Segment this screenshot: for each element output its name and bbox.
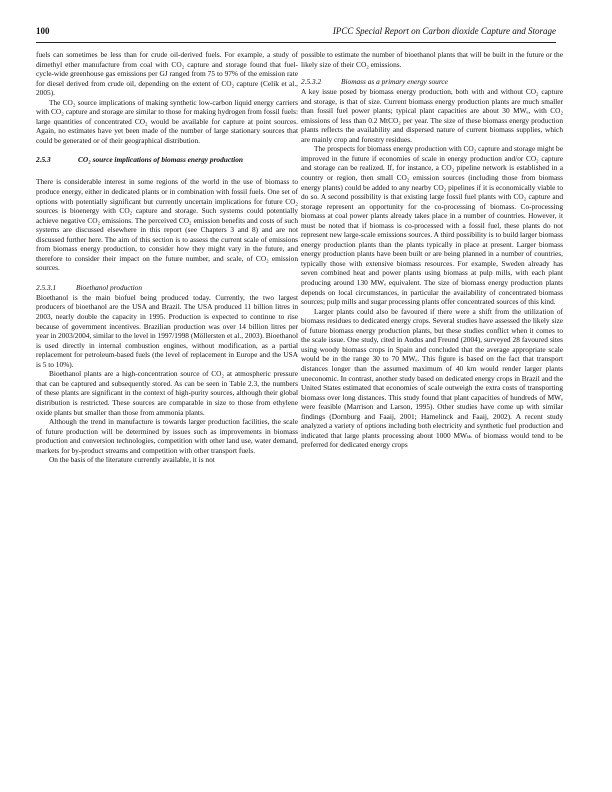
running-title: IPCC Special Report on Carbon dioxide Capture and Storage <box>332 26 556 36</box>
paragraph: fuels can sometimes be less than for crude oil-derived fuels. For example, a study of dimethyl ether manufacture from coal with CO₂ capture and storage found that fuel-cycle-wide greenhouse gas emissions per GJ ranged from 75 to 97% of the emission rate for diesel derived from crude oil, depending on the extent of CO₂ capture (Celik et al., 2005). <box>36 50 298 98</box>
section-number: 2.5.3 <box>36 155 51 165</box>
header-rule <box>36 42 556 43</box>
paragraph: The prospects for biomass energy production with CO₂ capture and storage might be improved in the future if economies of scale in energy production and/or CO₂ capture and storage can be realized. If, for instance, a CO₂ pipeline network is established in a country or region, then small CO₂ emission sources (including those from biomass energy plants) could be added to any nearby CO₂ pipelines if it is economically viable to do so. A second possibility is that existing large fossil fuel plants with CO₂ capture and storage represent an opportunity for the co-processing of biomass. Co-processing biomass at coal power plants already takes place in a number of countries. However, it must be noted that if biomass is co-processed with a fossil fuel, these plants do not represent new large-scale emissions sources. A third possibility is to build larger biomass energy production plants than the plants typically in place at present. Larger biomass energy production plants have been built or are being planned in a number of countries, typically those with extensive biomass resources. For example, Sweden already has seven combined heat and power plants using biomass at pulp mills, with each plant producing around 130 MWₑ equivalent. The size of biomass energy production plants depends on local circumstances, in particular the availability of concentrated biomass sources; pulp mills and sugar processing plants offer concentrated sources of this kind. <box>301 144 563 307</box>
subsection-title: Bioethanol production <box>76 282 143 292</box>
subsection-heading <box>36 283 298 293</box>
paragraph: There is considerable interest in some regions of the world in the use of biomass to produce energy, either in dedicated plants or in combination with fossil fuels. One set of options with potentially significant but currently uncertain implications for future CO₂ sources is bioenergy with CO₂ capture and storage. Such systems could potentially achieve negative CO₂ emissions. The perceived CO₂ emission benefits and costs of such systems are discussed elsewhere in this report (see Chapters 3 and 8) and are not discussed further here. The aim of this section is to assess the current scale of emissions from biomass energy production, to consider how they might vary in the future, and therefore to consider their impact on the future number, and scale, of CO₂ emission sources. <box>36 177 298 273</box>
paragraph: The CO₂ source implications of making synthetic low-carbon liquid energy carriers with CO₂ capture and storage are similar to those for making hydrogen from fossil fuels: large quantities of concentrated CO₂ would be available for capture at point sources. Again, no estimates have yet been made of the number of large stationary sources that could be generated or of their geographical distribution. <box>36 97 298 145</box>
section-heading <box>36 155 298 165</box>
paragraph: A key issue posed by biomass energy production, both with and without CO₂ capture and storage, is that of size. Current biomass energy production plants are much smaller than fossil fuel power plants; typical plant capacities are about 30 MWₑ, with CO₂ emissions of less than 0.2 MtCO₂ per year. The size of these biomass energy production plants reflects the availability and dispersed nature of current biomass supplies, which are mainly crop and forestry residues. <box>301 87 563 144</box>
subsection-number: 2.5.3.2 <box>301 77 322 87</box>
subsection-heading <box>301 77 563 87</box>
paragraph: Bioethanol plants are a high-concentration source of CO₂ at atmospheric pressure that can be captured and subsequently stored. As can be seen in Table 2.3, the numbers of these plants are significant in the context of high-purity sources, although their global distribution is restricted. These sources are comparable in size to those from ethylene oxide plants but smaller than those from ammonia plants. <box>36 369 298 417</box>
paragraph: Bioethanol is the main biofuel being produced today. Currently, the two largest producers of bioethanol are the USA and Brazil. The USA produced 11 billion litres in 2003, nearly double the capacity in 1995. Production is expected to continue to rise because of government incentives. Brazilian production was over 14 billion litres per year in 2003/2004, similar to the level in 1997/1998 (Möllersten et al., 2003). Bioethanol is used directly in internal combustion engines, without modification, as a partial replacement for petroleum-based fuels (the level of replacement in Europe and the USA is 5 to 10%). <box>36 292 298 369</box>
paragraph: Larger plants could also be favoured if there were a shift from the utilization of biomass residues to dedicated energy crops. Several studies have assessed the likely size of future biomass energy production plants, but these studies conflict when it comes to the scale issue. One study, cited in Audus and Freund (2004), surveyed 28 favoured sites using woody biomass crops in Spain and concluded that the average appropriate scale would be in the range 30 to 70 MWₑ. This figure is based on the fact that transport distances longer than the assumed maximum of 40 km would render larger plants uneconomic. In contrast, another study based on dedicated energy crops in Brazil and the United States estimated that economies of scale outweigh the extra costs of transporting biomass over long distances. This study found that plant capacities of hundreds of MWₑ were feasible (Marrison and Larson, 1995). Other studies have come up with similar findings (Dornburg and Faaij, 2001; Hamelinck and Faaij, 2002). A recent study analyzed a variety of options including both electricity and synthetic fuel production and indicated that large plants processing about 1000 MWₜₕ of biomass would tend to be preferred for dedicated energy crops <box>301 306 563 450</box>
left-column <box>36 50 298 465</box>
section-title: CO₂ source implications of biomass energy production <box>78 155 243 165</box>
subsection-title: Biomass as a primary energy source <box>341 77 448 87</box>
page-number: 100 <box>36 26 50 36</box>
subsection-number: 2.5.3.1 <box>36 282 57 292</box>
paragraph: Although the trend in manufacture is towards larger production facilities, the scale of future production will be determined by issues such as improvements in biomass production and conversion technologies, competition with other land use, water demand, markets for by-product streams and competition with other transport fuels. <box>36 417 298 455</box>
paragraph: possible to estimate the number of bioethanol plants that will be built in the future or the likely size of their CO₂ emissions. <box>301 50 563 69</box>
paragraph: On the basis of the literature currently available, it is not <box>49 455 215 465</box>
right-column <box>301 50 563 450</box>
